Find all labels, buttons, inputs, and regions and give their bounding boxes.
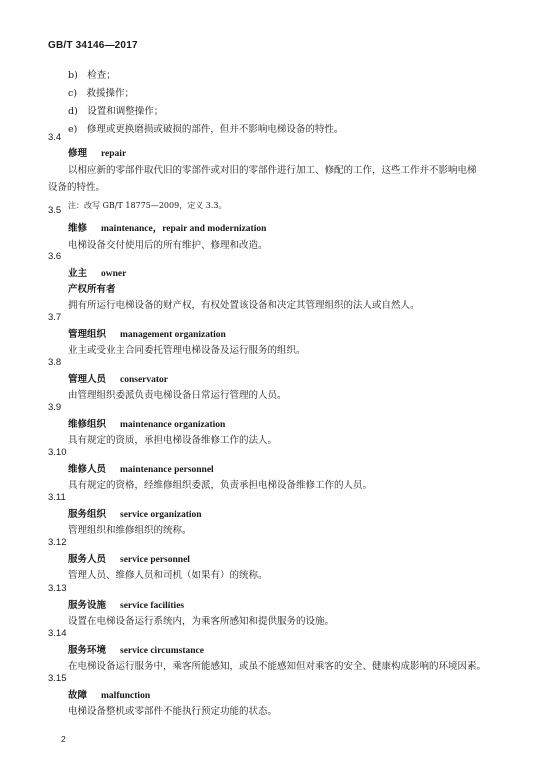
term-en: management organization — [120, 330, 226, 340]
term-en: repair — [101, 149, 127, 159]
term-cn: 服务环境 — [68, 645, 107, 656]
term-heading — [68, 419, 225, 431]
term-number: 3.6 — [48, 251, 62, 262]
term-definition: 设置在电梯设备运行系统内，为乘客所感知和提供服务的设施。 — [68, 616, 335, 627]
term-en: service personnel — [120, 555, 190, 565]
term-alt: 产权所有者 — [68, 284, 116, 295]
term-heading — [68, 690, 150, 702]
term-en: malfunction — [101, 691, 151, 701]
term-en: maintenance，repair and modernization — [101, 224, 267, 234]
term-cn: 管理人员 — [68, 374, 107, 385]
term-heading — [68, 329, 226, 341]
list-item: b) 检查； — [68, 70, 116, 81]
term-en: conservator — [120, 375, 169, 385]
term-en: service circumstance — [120, 646, 204, 656]
term-definition: 电梯设备交付使用后的所有维护、修理和改造。 — [68, 240, 268, 251]
term-number: 3.12 — [48, 537, 67, 548]
term-number: 3.11 — [48, 492, 66, 503]
term-cn: 维修组织 — [68, 419, 107, 430]
term-number: 3.10 — [48, 447, 67, 458]
term-number: 3.4 — [48, 132, 62, 143]
term-heading — [68, 554, 190, 566]
term-definition: 由管理组织委派负责电梯设备日常运行管理的人员。 — [68, 390, 287, 401]
term-en: service organization — [120, 510, 202, 520]
term-number: 3.13 — [48, 583, 67, 594]
term-en: owner — [101, 269, 127, 279]
term-number: 3.7 — [48, 312, 62, 323]
term-cn: 服务设施 — [68, 600, 107, 611]
list-item: e) 修理或更换磨损或破损的部件，但并不影响电梯设备的特性。 — [68, 124, 344, 135]
term-heading — [68, 600, 184, 612]
term-definition: 具有规定的资格，经维修组织委派，负责承担电梯设备维修工作的人员。 — [68, 480, 373, 491]
term-cn: 维修人员 — [68, 464, 107, 475]
term-heading — [68, 464, 214, 476]
term-cn: 修理 — [68, 148, 88, 159]
term-number: 3.15 — [48, 673, 67, 684]
term-cn: 管理组织 — [68, 329, 107, 340]
term-heading — [68, 148, 126, 160]
term-definition: 在电梯设备运行服务中，乘客所能感知，或虽不能感知但对乘客的安全、健康构成影响的环境因素。 — [68, 661, 487, 672]
list-item: c) 救援操作； — [68, 88, 135, 99]
term-heading — [68, 268, 126, 280]
document-header: GB/T 34146—2017 — [48, 40, 138, 51]
term-heading — [68, 645, 204, 657]
list-item: d) 设置和调整操作； — [68, 106, 164, 117]
term-heading — [68, 374, 168, 386]
term-cn: 服务组织 — [68, 509, 107, 520]
term-definition: 以相应新的零部件取代旧的零部件或对旧的零部件进行加工、修配的工作，这些工作并不影响电梯 — [68, 165, 477, 176]
term-cn: 服务人员 — [68, 554, 107, 565]
term-cn: 业主 — [68, 268, 88, 279]
term-en: service facilities — [120, 601, 185, 611]
term-cn: 故障 — [68, 690, 88, 701]
term-number: 3.9 — [48, 402, 62, 413]
term-en: maintenance organization — [120, 420, 226, 430]
term-number: 3.5 — [48, 205, 62, 216]
term-definition: 管理组织和维修组织的统称。 — [68, 525, 192, 536]
term-definition: 具有规定的资质，承担电梯设备维修工作的法人。 — [68, 435, 278, 446]
term-definition: 拥有所运行电梯设备的财产权，有权处置该设备和决定其管理组织的法人或自然人。 — [68, 300, 420, 311]
term-heading — [68, 509, 202, 521]
term-definition: 电梯设备整机或零部件不能执行预定功能的状态。 — [68, 706, 278, 717]
page-number: 2 — [61, 734, 66, 744]
term-definition: 设备的特性。 — [48, 182, 106, 193]
term-heading — [68, 223, 266, 235]
term-number: 3.14 — [48, 628, 67, 639]
term-number: 3.8 — [48, 357, 62, 368]
term-definition: 业主或受业主合同委托管理电梯设备及运行服务的组织。 — [68, 345, 306, 356]
term-en: maintenance personnel — [120, 465, 214, 475]
term-definition: 管理人员、维修人员和司机（如果有）的统称。 — [68, 570, 268, 581]
term-cn: 维修 — [68, 223, 88, 234]
term-note: 注：改写 GB/T 18775—2009，定义 3.3。 — [68, 201, 227, 210]
